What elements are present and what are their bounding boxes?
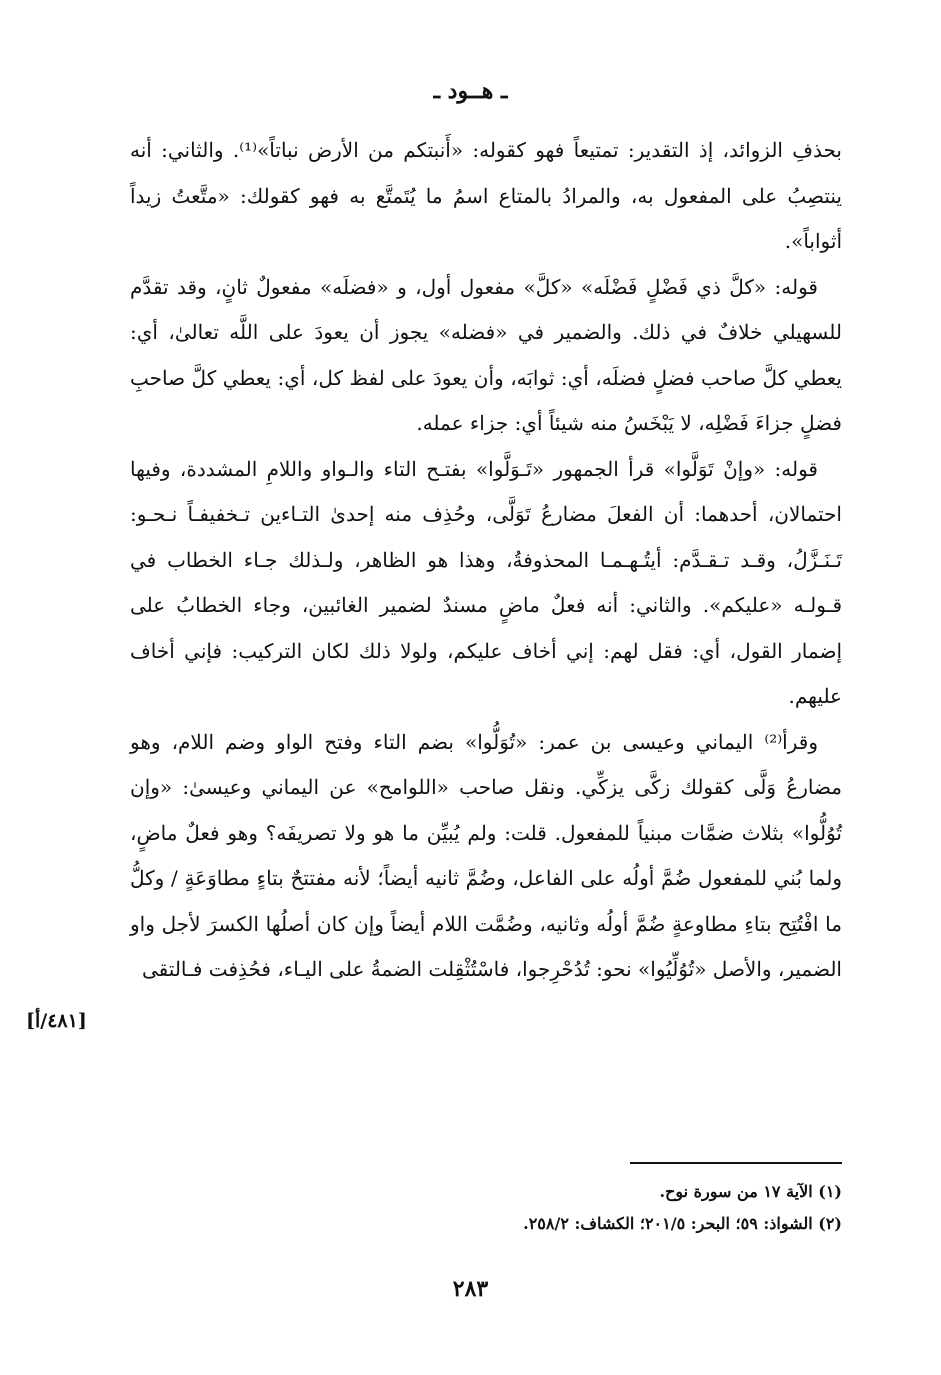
manuscript-folio-note: [٤٨١/أ] [26,1010,87,1032]
paragraph: بحذفِ الزوائد، إذ التقدير: تمتيعاً فهو كقوله: «أَنبتكم من الأرض نباتاً»⁽¹⁾. والثاني: أنه ينتصِبُ على المفعول به، والمرادُ بالمتاع اسمُ ما يُتَمتَّع به فهو كقولك: «متَّعتُ زيداً أثواباً». [130,138,842,253]
footnote-divider [630,1162,842,1164]
running-header: ـ هــود ـ [433,78,508,104]
paragraph: وقرأ⁽²⁾ اليماني وعيسى بن عمر: «تُوَلُّوا» بضم التاء وفتح الواو وضم اللام، وهو مضارعُ وَلَّى كقولك زكَّى يزكِّي. ونقل صاحب «اللوامح» عن اليماني وعيسىٰ: «وإن تُوُلُّوا» بثلاث ضمَّات مبنياً للمفعول. قلت: ولم يُبيِّن ما هو ولا تصريفَه؟ وهو فعلٌ ماضٍ، ولما بُني للمفعول ضُمَّ أولُه على الفاعل، وضُمَّ ثانيه أيضاً؛ لأنه مفتتحٌ بتاءٍ مطاوَعَةٍ / وكلُّ ما افْتُتِح بتاءِ مطاوعةٍ ضُمَّ أولُه وثانيه، وضُمَّت اللام أيضاً وإن كان أصلُها الكسرَ لأجل واو الضمير، والأصل «تُوُلِّيُوا» نحو: تُدُحْرِجوا، فاسْتُثْقِلت الضمةُ على اليـاء، فحُذِفت فـالتقى [130,729,842,981]
paragraph: قوله: «وإنْ تَوَلَّوا» قرأ الجمهور «تَـوَلَّوا» بفتـح التاء والـواو واللامِ المشددة، وفيها احتمالان، أحدهما: أن الفعلَ مضارعُ تَوَلَّى، وحُذِف منه إحدىٰ التـاءين تـخفيفـاً نـحـو: تَـنَـزَّلُ، وقـد تـقـدَّم: أيتُـهـمـا المحذوفةُ، وهذا هو الظاهر، ولـذلك جـاء الخطاب في قـولـه «عليكم». والثاني: أنه فعلٌ ماضٍ مسندٌ لضمير الغائبين، وجاء الخطابُ على إضمار القول، أي: فقل لهم: إني أخاف عليكم، ولولا ذلك لكان التركيب: فإني أخاف عليهم. [130,456,842,708]
page-number: ٢٨٣ [452,1276,489,1302]
footnote: (١) الآية ١٧ من سورة نوح. [659,1182,842,1201]
footnotes [130,1176,842,1240]
main-text [130,128,842,993]
footnote: (٢) الشواذ: ٥٩؛ البحر: ٢٠١/٥؛ الكشاف: ٢٥٨/٢. [523,1214,842,1233]
paragraph: قوله: «كلَّ ذي فَضْلٍ فَضْلَه» «كلَّ» مفعول أول، و «فضلَه» مفعولٌ ثانٍ، وقد تقدَّم للسهيلي خلافٌ في ذلك. والضمير في «فضله» يجوز أن يعودَ على اللَّه تعالىٰ، أي: يعطي كلَّ صاحب فضلٍ فضلَه، أي: ثوابَه، وأن يعودَ على لفظ كل، أي: يعطي كلَّ صاحبِ فضلٍ جزاءَ فَضْلِه، لا يَبْخَسُ منه شيئاً أي: جزاء عمله. [130,274,842,435]
